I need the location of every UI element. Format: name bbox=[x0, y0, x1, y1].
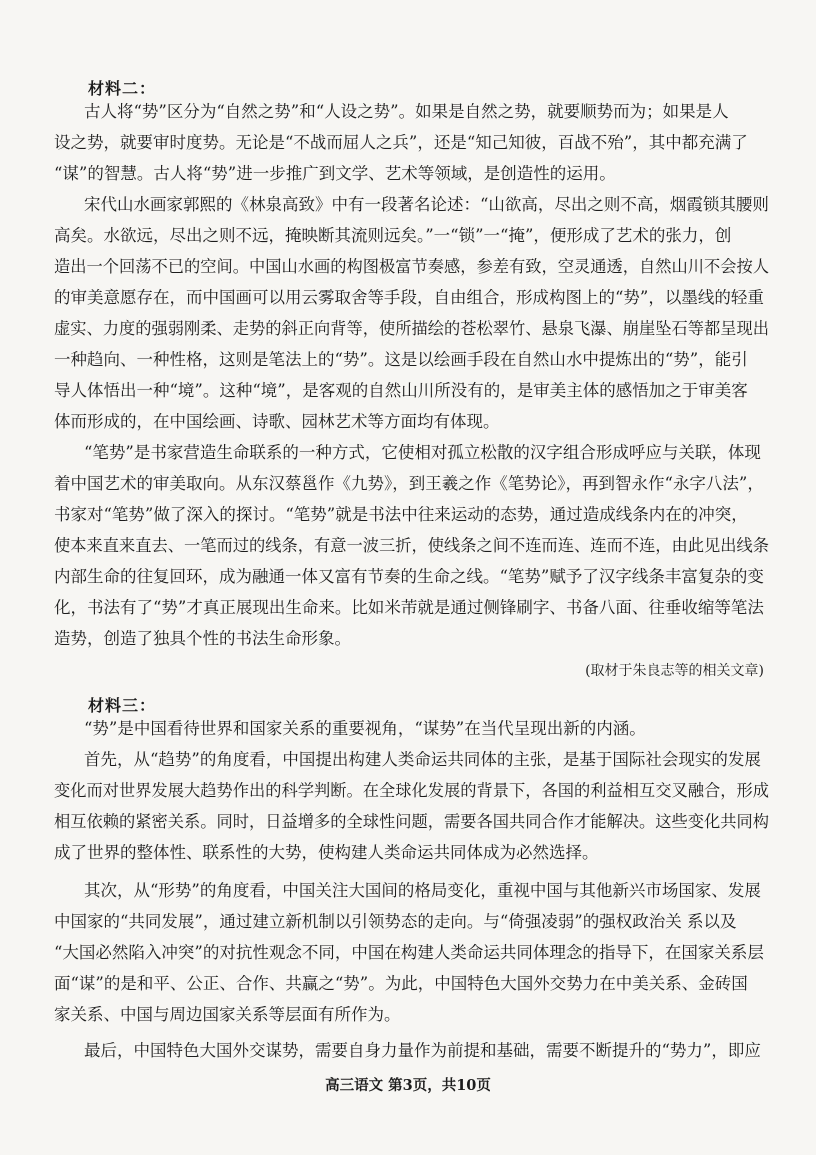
material-2-p3-line: 使本来直来直去、一笔而过的线条，有意一波三折，使线条之间不连而连、连而不连，由此见出线条 bbox=[54, 536, 769, 555]
material-3-p3-line: 家关系、中国与周边国家关系等层面有所作为。 bbox=[54, 1005, 401, 1024]
material-2-p1-line: 古人将“势”区分为“自然之势”和“人设之势”。如果是自然之势，就要顺势而为；如果是人 bbox=[84, 102, 729, 121]
material-3-p2-line: 相互依赖的紧密关系。同时，日益增多的全球性问题，需要各国共同合作才能解决。这些变化共同构 bbox=[54, 812, 769, 831]
material-2-p2-line: 高矣。水欲远，尽出之则不远，掩映断其流则远矣。”一“锁”一“掩”，便形成了艺术的张力，创 bbox=[54, 226, 732, 245]
material-3-p2-line: 变化而对世界发展大趋势作出的科学判断。在全球化发展的背景下，各国的利益相互交叉融合，形成 bbox=[54, 781, 769, 800]
material-3-p2-line: 成了世界的整体性、联系性的大势，使构建人类命运共同体成为必然选择。 bbox=[54, 843, 599, 862]
material-2-p2-line: 宋代山水画家郭熙的《林泉高致》中有一段著名论述：“山欲高，尽出之则不高，烟霞锁其腰则 bbox=[84, 195, 769, 214]
material-3-p1-line: “势”是中国看待世界和国家关系的重要视角，“谋势”在当代呈现出新的内涵。 bbox=[84, 719, 646, 738]
material-2-p3-line: “笔势”是书家营造生命联系的一种方式，它使相对孤立松散的汉字组合形成呼应与关联，体现 bbox=[84, 443, 761, 462]
material-2-p1-line: “谋”的智慧。古人将“势”进一步推广到文学、艺术等领域，是创造性的运用。 bbox=[54, 164, 616, 183]
material-2-p1-line: 设之势，就要审时度势。无论是“不战而屈人之兵”，还是“知己知彼，百战不殆”，其中都充满了 bbox=[54, 133, 748, 152]
material-3-heading: 材料三： bbox=[88, 696, 157, 715]
material-3-p3-line: 中国家的“共同发展”，通过建立新机制以引领势态的走向。与“倚强凌弱”的强权政治关 系以及 bbox=[54, 912, 737, 931]
material-2-p2-line: 导人体悟出一种“境”。这种“境”，是客观的自然山川所没有的，是审美主体的感悟加之于审美客 bbox=[54, 381, 748, 400]
page-footer: 高三语文 第3页，共10页 bbox=[325, 1077, 491, 1094]
material-3-p3-line: 其次，从“形势”的角度看，中国关注大国间的格局变化，重视中国与其他新兴市场国家、发展 bbox=[84, 881, 761, 900]
material-2-p3-line: 内部生命的往复回环，成为融通一体又富有节奏的生命之线。“笔势”赋予了汉字线条丰富复杂的变 bbox=[54, 567, 764, 586]
material-2-p3-line: 化，书法有了“势”才真正展现出生命来。比如米芾就是通过侧锋刷字、书备八面、往垂收缩等笔法 bbox=[54, 598, 764, 617]
material-3-p4-line: 最后，中国特色大国外交谋势，需要自身力量作为前提和基础，需要不断提升的“势力”，即应 bbox=[84, 1041, 761, 1060]
material-3-p2-line: 首先，从“趋势”的角度看，中国提出构建人类命运共同体的主张，是基于国际社会现实的发展 bbox=[84, 750, 761, 769]
material-2-p2-line: 造出一个回荡不已的空间。中国山水画的构图极富节奏感，参差有致，空灵通透，自然山川不会按人 bbox=[54, 257, 769, 276]
material-2-p3-line: 着中国艺术的审美取向。从东汉蔡邕作《九势》，到王羲之作《笔势论》，再到智永作“永字八法”， bbox=[54, 474, 764, 493]
material-2-p3-line: 造势，创造了独具个性的书法生命形象。 bbox=[54, 629, 351, 648]
material-3-p3-line: “大国必然陷入冲突”的对抗性观念不同，中国在构建人类命运共同体理念的指导下，在国家关系层 bbox=[54, 943, 764, 962]
material-2-p3-line: 书家对“笔势”做了深入的探讨。“笔势”就是书法中往来运动的态势，通过造成线条内在的冲突， bbox=[54, 505, 748, 524]
source-citation: (取材于朱良志等的相关文章) bbox=[585, 663, 764, 679]
material-2-heading: 材料二： bbox=[88, 79, 157, 98]
material-2-p2-line: 体而形成的，在中国绘画、诗歌、园林艺术等方面均有体现。 bbox=[54, 412, 500, 431]
material-3-p3-line: 面“谋”的是和平、公正、合作、共赢之“势”。为此，中国特色大国外交势力在中美关系、金砖国 bbox=[54, 974, 748, 993]
material-2-p2-line: 一种趋向、一种性格，这则是笔法上的“势”。这是以绘画手段在自然山水中提炼出的“势”，能引 bbox=[54, 350, 748, 369]
material-2-p2-line: 的审美意愿存在，而中国画可以用云雾取舍等手段，自由组合，形成构图上的“势”，以墨线的轻重 bbox=[54, 288, 764, 307]
material-2-p2-line: 虚实、力度的强弱刚柔、走势的斜正向背等，使所描绘的苍松翠竹、悬泉飞瀑、崩崖坠石等都呈现出 bbox=[54, 319, 769, 338]
